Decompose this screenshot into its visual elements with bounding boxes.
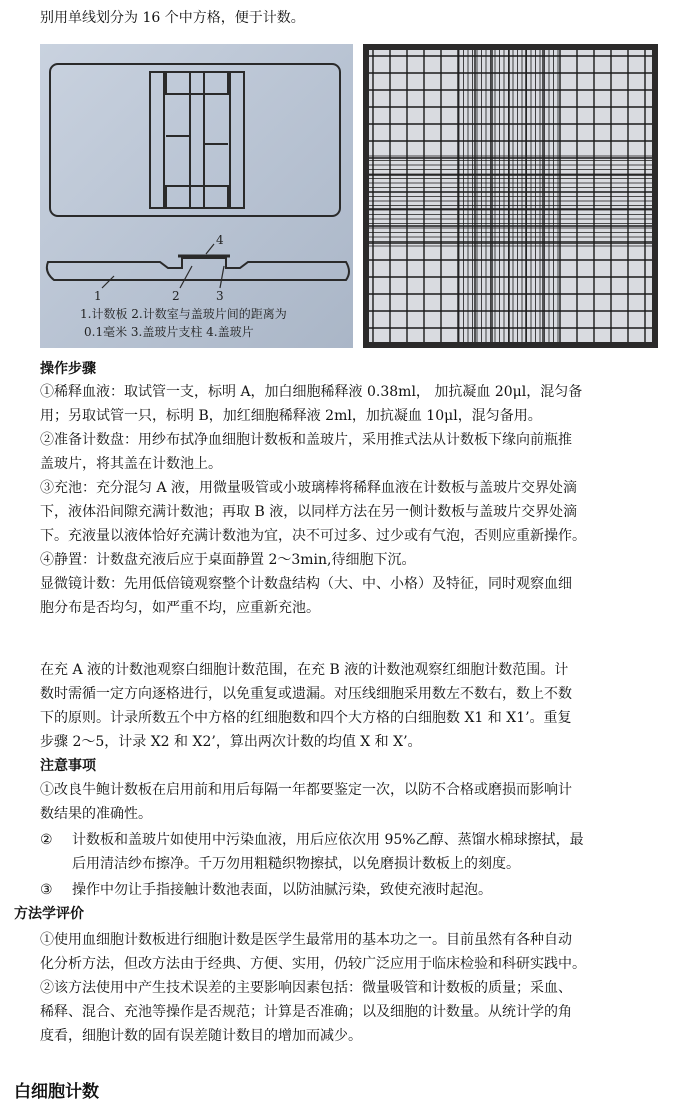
text-line: 数结果的准确性。 bbox=[40, 806, 152, 822]
text-line: ①稀释血液：取试管一支，标明 A，加白细胞稀释液 0.38ml， 加抗凝血 20μl，混匀备 bbox=[40, 384, 583, 400]
text-line: ④静置：计数盘充液后应于桌面静置 2～3min,待细胞下沉。 bbox=[40, 552, 416, 568]
text-line: 步骤 2～5，计录 X2 和 X2’，算出两次计数的均值 X 和 X’。 bbox=[40, 734, 422, 750]
section-heading-ops: 操作步骤 bbox=[40, 361, 96, 377]
section-heading-notes: 注意事项 bbox=[40, 758, 96, 774]
grid-background bbox=[369, 50, 652, 342]
text-line: 显微镜计数：先用低倍镜观察整个计数盘结构（大、中、小格）及特征，同时观察血细 bbox=[40, 576, 572, 592]
text-line: 别用单线划分为 16 个中方格，便于计数。 bbox=[40, 10, 305, 26]
text-line: ①改良牛鲍计数板在启用前和用后每隔一年都要鉴定一次，以防不合格或磨损而影响计 bbox=[40, 782, 572, 798]
text-line: 稀释、混合、充池等操作是否规范；计算是否准确；以及细胞的计数量。从统计学的角 bbox=[40, 1004, 572, 1020]
legend-line-2: 0.1毫米 3.盖玻片支柱 4.盖玻片 bbox=[84, 325, 254, 339]
text-line: ②准备计数盘：用纱布拭净血细胞计数板和盖玻片，采用推式法从计数板下缘向前瓶推 bbox=[40, 432, 572, 448]
text-line: ①使用血细胞计数板进行细胞计数是医学生最常用的基本功之一。目前虽然有各种自动 bbox=[40, 932, 572, 948]
text-line: 下的原则。计录所数五个中方格的红细胞数和四个大方格的白细胞数 X1 和 X1’。重复 bbox=[40, 710, 572, 726]
text-line: 操作中勿让手指接触计数池表面，以防油腻污染，致使充液时起泡。 bbox=[72, 882, 492, 898]
text-line: 胞分布是否均匀，如严重不均，应重新充池。 bbox=[40, 600, 320, 616]
list-number: ③ bbox=[40, 882, 53, 898]
text-line: 在充 A 液的计数池观察白细胞计数范围，在充 B 液的计数池观察红细胞计数范围。计 bbox=[40, 662, 569, 678]
label-4: 4 bbox=[216, 233, 224, 247]
figure bbox=[40, 44, 658, 348]
text-line: 化分析方法，但改方法由于经典、方便、实用，仍较广泛应用于临床检验和科研实践中。 bbox=[40, 956, 586, 972]
label-3: 3 bbox=[216, 289, 224, 303]
counting-chamber-diagram bbox=[40, 44, 353, 348]
text-line: ③充池：充分混匀 A 液，用微量吸管或小玻璃棒将稀释血液在计数板与盖玻片交界处滴 bbox=[40, 480, 578, 496]
hemocytometer-grid-photo bbox=[363, 44, 658, 348]
label-1: 1 bbox=[94, 289, 102, 303]
text-line: 用；另取试管一只，标明 B，加红细胞稀释液 2ml，加抗凝血 10μl，混匀备用。 bbox=[40, 408, 542, 424]
section-heading-wbc: 白细胞计数 bbox=[14, 1082, 99, 1102]
text-line: 下，液体沿间隙充满计数池；再取 B 液，以同样方法在另一侧计数板与盖玻片交界处滴 bbox=[40, 504, 578, 520]
chamber-drawing bbox=[40, 44, 353, 348]
grid-drawing bbox=[363, 44, 658, 348]
text-line: 后用清洁纱布擦净。千万勿用粗糙织物擦拭，以免磨损计数板上的刻度。 bbox=[72, 856, 520, 872]
text-line: 盖玻片，将其盖在计数池上。 bbox=[40, 456, 222, 472]
label-2: 2 bbox=[172, 289, 180, 303]
text-line: ②该方法使用中产生技术误差的主要影响因素包括：微量吸管和计数板的质量；采血、 bbox=[40, 980, 572, 996]
section-heading-method: 方法学评价 bbox=[14, 906, 84, 922]
text-line: 计数板和盖玻片如使用中污染血液，用后应依次用 95%乙醇、蒸馏水棉球擦拭，最 bbox=[72, 832, 584, 848]
text-line: 数时需循一定方向逐格进行，以免重复或遗漏。对压线细胞采用数左不数右，数上不数 bbox=[40, 686, 572, 702]
text-line: 度看，细胞计数的固有误差随计数目的增加而减少。 bbox=[40, 1028, 362, 1044]
text-line: 下。充液量以液体恰好充满计数池为宜，决不可过多、过少或有气泡，否则应重新操作。 bbox=[40, 528, 586, 544]
list-number: ② bbox=[40, 832, 53, 848]
legend-line-1: 1.计数板 2.计数室与盖玻片间的距离为 bbox=[80, 307, 287, 321]
